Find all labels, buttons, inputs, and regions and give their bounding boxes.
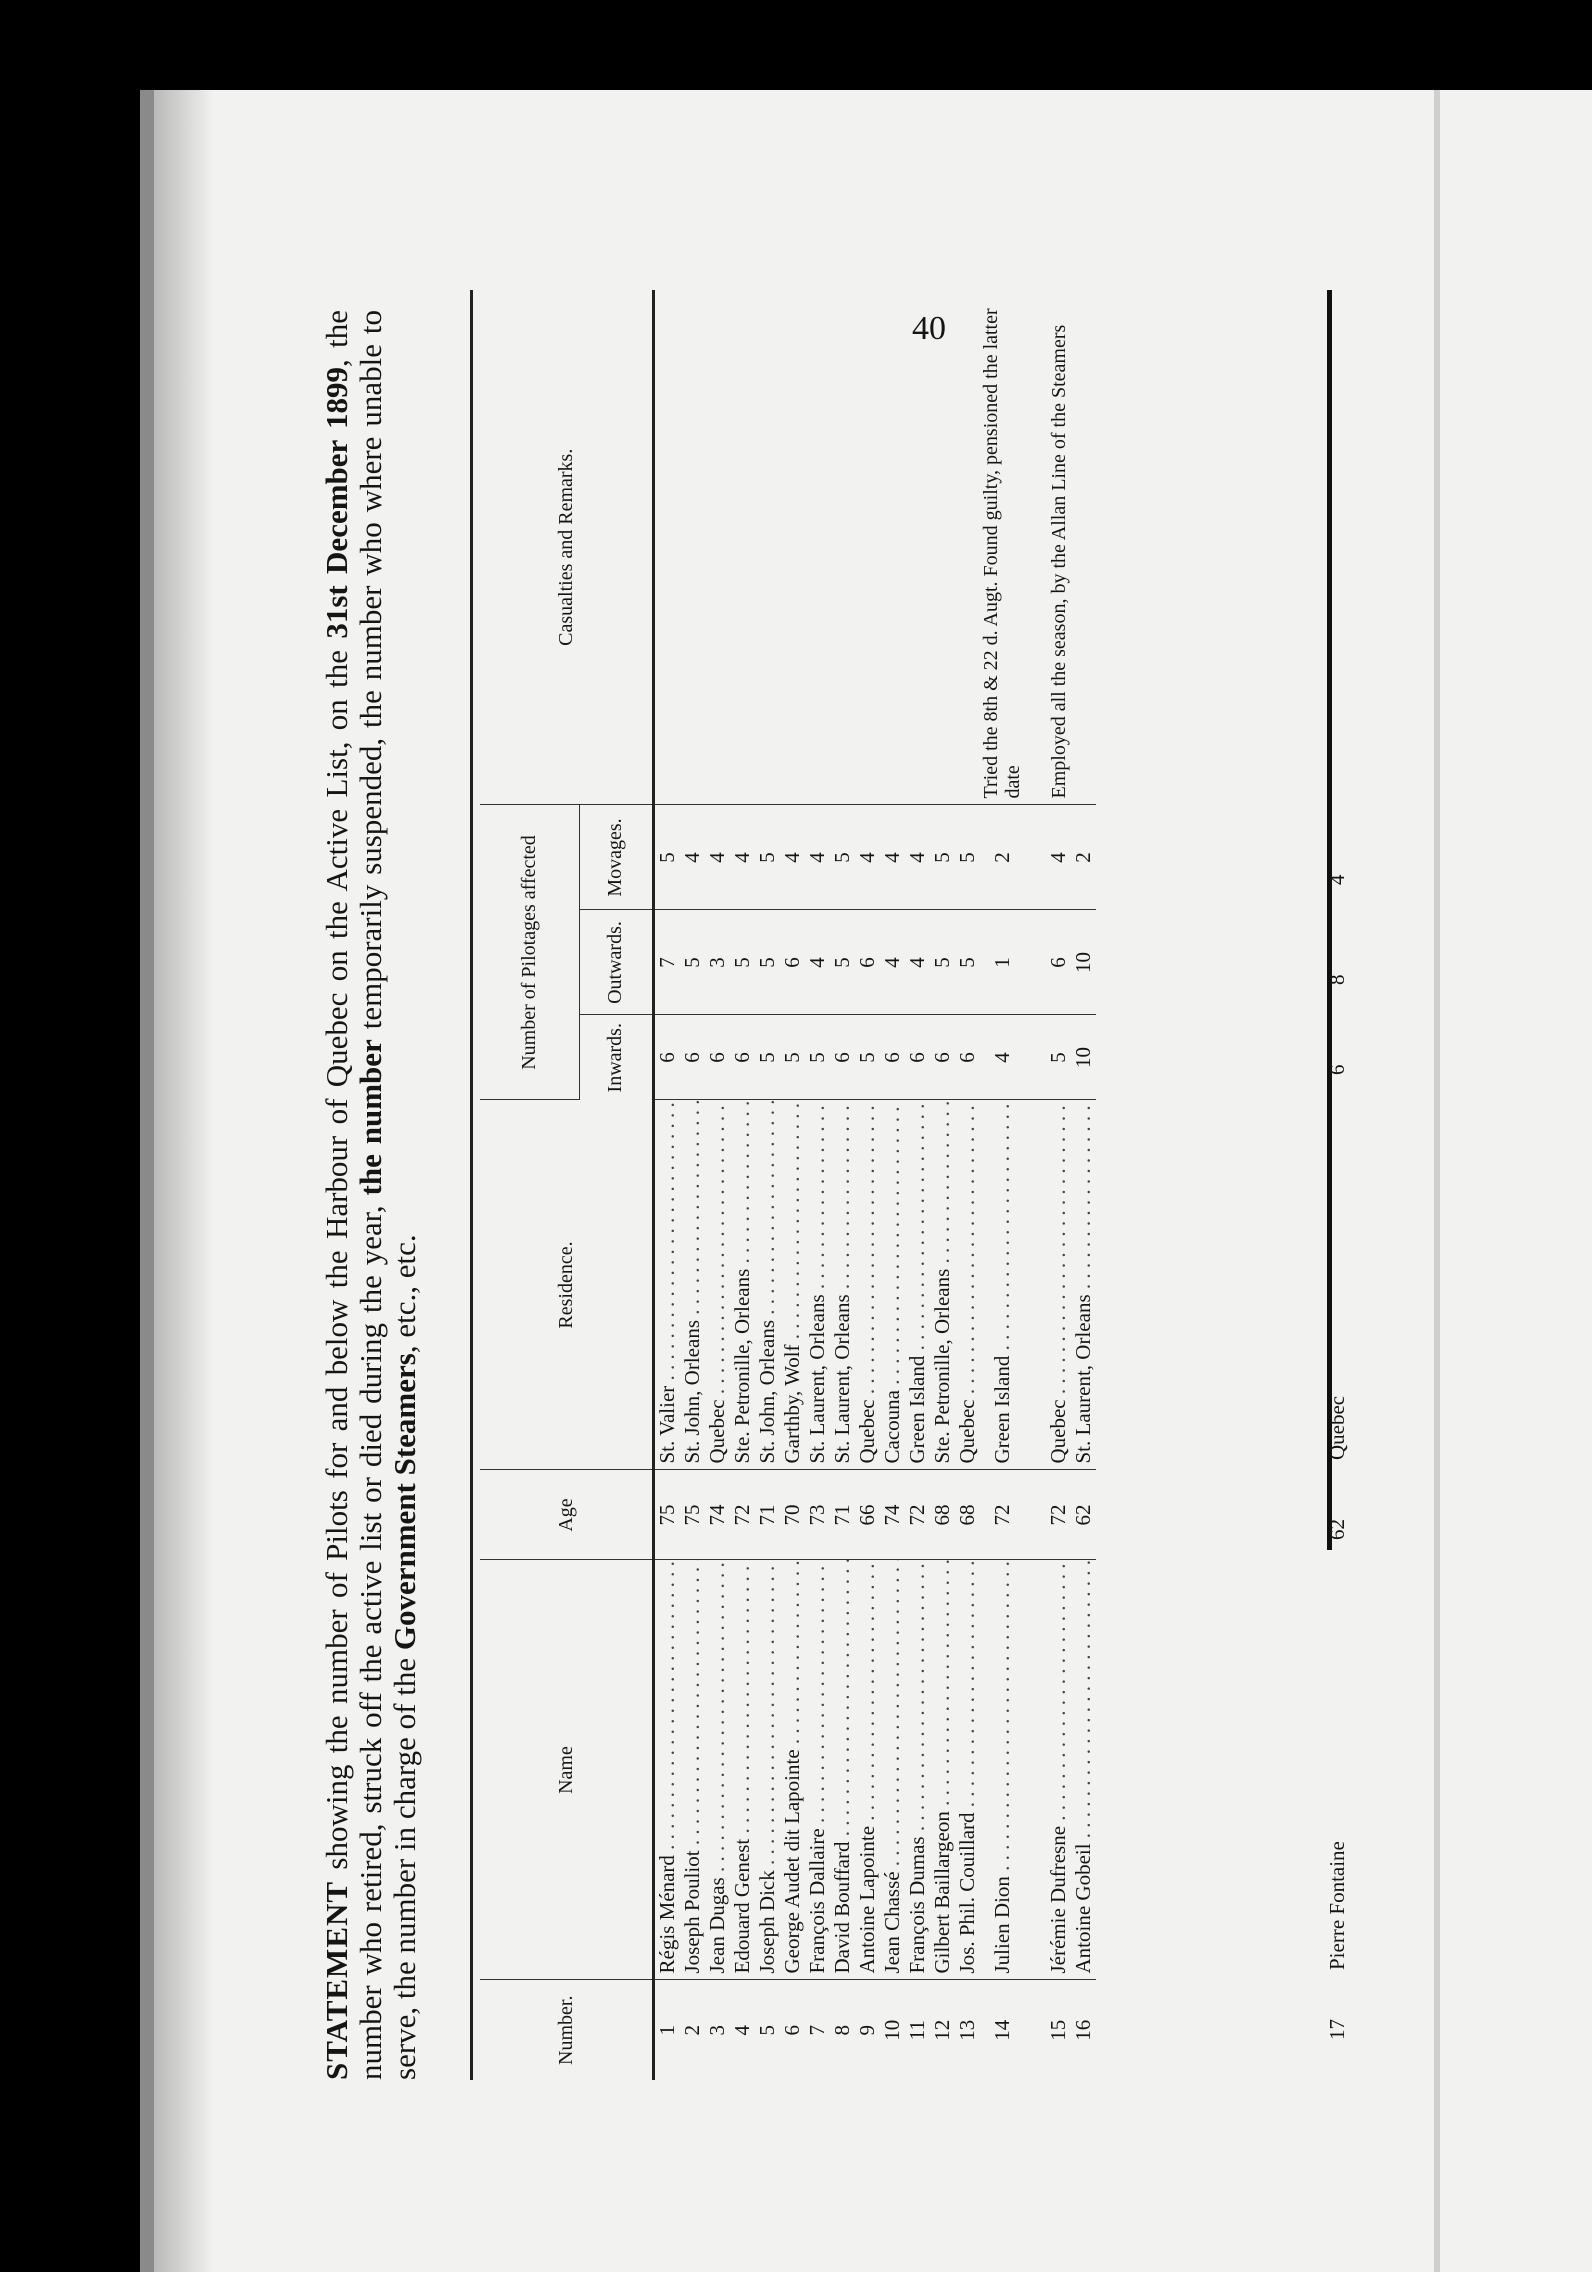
next-row-number: 17 bbox=[1325, 2019, 1349, 2040]
spacer-cell bbox=[1024, 805, 1046, 910]
cell-inwards: 5 bbox=[805, 1015, 830, 1100]
cell-movages: 4 bbox=[1046, 805, 1071, 910]
cell-inwards: 6 bbox=[905, 1015, 930, 1100]
page-gutter-shadow bbox=[154, 90, 214, 2272]
next-row-age: 62 bbox=[1325, 1519, 1349, 1540]
cell-inwards: 5 bbox=[855, 1015, 880, 1100]
cell-outwards: 5 bbox=[755, 910, 780, 1015]
pilots-table bbox=[480, 290, 1096, 2080]
cell-inwards: 4 bbox=[980, 1015, 1024, 1100]
spacer-cell bbox=[1024, 290, 1046, 805]
cell-age: 71 bbox=[755, 1470, 780, 1560]
cell-outwards: 6 bbox=[855, 910, 880, 1015]
heading-text-2: , the number who retired, struck off the active list or died during the year, bbox=[319, 309, 388, 2080]
cell-residence: Ste. Petronille, Orleans . . . bbox=[930, 1100, 955, 1470]
cell-inwards: 5 bbox=[755, 1015, 780, 1100]
cell-age: 72 bbox=[905, 1470, 930, 1560]
cell-residence: St. Valier . . . bbox=[654, 1100, 681, 1470]
table-row bbox=[780, 290, 805, 2080]
cell-number: 1 bbox=[655, 2025, 679, 2036]
cell-age: 72 bbox=[980, 1470, 1024, 1560]
cell-number: 5 bbox=[755, 2025, 779, 2036]
heading-text-4: , etc., etc. bbox=[387, 1234, 422, 1354]
cell-movages: 4 bbox=[905, 805, 930, 910]
cell-movages: 4 bbox=[705, 805, 730, 910]
cell-movages: 4 bbox=[855, 805, 880, 910]
cell-name: David Bouffard . . . bbox=[830, 1560, 855, 1980]
header-movages: Movages. bbox=[579, 805, 653, 910]
heading-rule bbox=[470, 290, 473, 2080]
cell-movages: 4 bbox=[880, 805, 905, 910]
cell-number: 2 bbox=[680, 2025, 704, 2036]
cell-movages: 5 bbox=[830, 805, 855, 910]
cell-age: 74 bbox=[705, 1470, 730, 1560]
table-row bbox=[830, 290, 855, 2080]
cell-inwards: 5 bbox=[1046, 1015, 1071, 1100]
heading-date: 31st December 1899 bbox=[319, 366, 354, 639]
cell-age: 75 bbox=[680, 1470, 705, 1560]
cell-residence: Garthby, Wolf . . . bbox=[780, 1100, 805, 1470]
cell-movages: 5 bbox=[930, 805, 955, 910]
cell-remarks bbox=[780, 290, 805, 805]
cell-outwards: 3 bbox=[705, 910, 730, 1015]
remarks-heavy-rule bbox=[1327, 290, 1332, 1550]
cell-number: 3 bbox=[705, 2025, 729, 2036]
cell-inwards: 6 bbox=[680, 1015, 705, 1100]
cell-age: 62 bbox=[1071, 1470, 1096, 1560]
cell-age: 75 bbox=[654, 1470, 681, 1560]
cell-movages: 4 bbox=[730, 805, 755, 910]
next-row-residence: Quebec bbox=[1325, 1395, 1349, 1460]
cell-inwards: 6 bbox=[955, 1015, 980, 1100]
page-number: 40 bbox=[912, 310, 946, 347]
cell-outwards: 5 bbox=[680, 910, 705, 1015]
table-row bbox=[805, 290, 830, 2080]
cell-remarks bbox=[654, 290, 681, 805]
cell-age: 72 bbox=[1046, 1470, 1071, 1560]
cell-remarks bbox=[930, 290, 955, 805]
cell-residence: St. Laurent, Orleans . . . bbox=[830, 1100, 855, 1470]
cell-name: François Dallaire . . . bbox=[805, 1560, 830, 1980]
cell-movages: 5 bbox=[654, 805, 681, 910]
cell-outwards: 5 bbox=[930, 910, 955, 1015]
cell-residence: Cacouna . . . bbox=[880, 1100, 905, 1470]
cell-name: Joseph Pouliot . . . bbox=[680, 1560, 705, 1980]
cell-residence: Ste. Petronille, Orleans . . . bbox=[730, 1100, 755, 1470]
header-remarks: Casualties and Remarks. bbox=[480, 290, 654, 805]
cell-residence: Green Island . . . bbox=[980, 1100, 1024, 1470]
cell-name: Jean Dugas . . . bbox=[705, 1560, 730, 1980]
cell-outwards: 5 bbox=[955, 910, 980, 1015]
cell-inwards: 6 bbox=[730, 1015, 755, 1100]
cell-remarks bbox=[680, 290, 705, 805]
cell-residence: Quebec . . . bbox=[705, 1100, 730, 1470]
cell-outwards: 6 bbox=[1046, 910, 1071, 1015]
header-number: Number. bbox=[480, 1980, 654, 2080]
cell-residence: St. John, Orleans . . . bbox=[755, 1100, 780, 1470]
statement-heading bbox=[320, 310, 422, 2080]
cell-number: 12 bbox=[930, 2019, 954, 2041]
cell-number: 4 bbox=[730, 2025, 754, 2036]
cell-movages: 5 bbox=[755, 805, 780, 910]
cell-number: 10 bbox=[880, 2019, 904, 2041]
spacer-cell bbox=[1024, 1470, 1046, 1560]
spacer-cell bbox=[1024, 1015, 1046, 1100]
cell-age: 70 bbox=[780, 1470, 805, 1560]
cell-age: 66 bbox=[855, 1470, 880, 1560]
cell-outwards: 6 bbox=[780, 910, 805, 1015]
table-row bbox=[955, 290, 980, 2080]
cell-outwards: 5 bbox=[830, 910, 855, 1015]
cell-outwards: 4 bbox=[880, 910, 905, 1015]
cell-name: George Audet dit Lapointe . . . bbox=[780, 1560, 805, 1980]
cell-name: Antoine Lapointe . . . bbox=[855, 1560, 880, 1980]
cell-number: 7 bbox=[805, 2025, 829, 2036]
cell-movages: 2 bbox=[1071, 805, 1096, 910]
spacer-cell bbox=[1024, 1980, 1046, 2080]
cell-number: 16 bbox=[1071, 2019, 1095, 2041]
cell-age: 72 bbox=[730, 1470, 755, 1560]
cell-remarks bbox=[805, 290, 830, 805]
cell-remarks bbox=[730, 290, 755, 805]
cell-name: François Dumas . . . bbox=[905, 1560, 930, 1980]
cell-outwards: 4 bbox=[805, 910, 830, 1015]
next-row-inwards: 6 bbox=[1325, 1064, 1349, 1075]
table-row bbox=[905, 290, 930, 2080]
cell-number: 6 bbox=[780, 2025, 804, 2036]
cell-remarks bbox=[905, 290, 930, 805]
cell-inwards: 6 bbox=[880, 1015, 905, 1100]
cell-name: Julien Dion . . . bbox=[980, 1560, 1024, 1980]
table-row bbox=[680, 290, 705, 2080]
cell-number: 13 bbox=[955, 2019, 979, 2041]
header-residence: Residence. bbox=[480, 1100, 654, 1470]
cell-inwards: 10 bbox=[1071, 1015, 1096, 1100]
cell-outwards: 1 bbox=[980, 910, 1024, 1015]
table-row bbox=[654, 290, 681, 2080]
cell-residence: Quebec . . . bbox=[955, 1100, 980, 1470]
spacer-cell bbox=[1024, 1100, 1046, 1470]
cell-number: 15 bbox=[1046, 2019, 1070, 2041]
header-inwards: Inwards. bbox=[579, 1015, 653, 1100]
cell-movages: 4 bbox=[805, 805, 830, 910]
cell-outwards: 7 bbox=[654, 910, 681, 1015]
cell-age: 73 bbox=[805, 1470, 830, 1560]
cell-name: Antoine Gobeil . . . bbox=[1071, 1560, 1096, 1980]
cell-movages: 5 bbox=[955, 805, 980, 910]
cell-number: 9 bbox=[855, 2025, 879, 2036]
cell-number: 11 bbox=[905, 2020, 929, 2041]
cell-residence: Quebec . . . bbox=[1046, 1100, 1071, 1470]
cell-age: 74 bbox=[880, 1470, 905, 1560]
cell-outwards: 4 bbox=[905, 910, 930, 1015]
cell-age: 68 bbox=[955, 1470, 980, 1560]
table-row bbox=[755, 290, 780, 2080]
cell-name: Jean Chassé . . . bbox=[880, 1560, 905, 1980]
cell-remarks bbox=[880, 290, 905, 805]
cell-movages: 4 bbox=[680, 805, 705, 910]
cell-inwards: 6 bbox=[705, 1015, 730, 1100]
cell-outwards: 5 bbox=[730, 910, 755, 1015]
heading-lead: STATEMENT bbox=[319, 1880, 354, 2080]
table-row bbox=[1071, 290, 1096, 2080]
cell-residence: St. John, Orleans . . . bbox=[680, 1100, 705, 1470]
table-body bbox=[654, 290, 1097, 2080]
spacer-cell bbox=[1024, 1560, 1046, 1980]
next-row-outwards: 8 bbox=[1325, 974, 1349, 985]
heading-text-3: temporarily suspended, the number who where unable to serve, the number in charge of the bbox=[353, 310, 422, 2080]
cell-name: Jos. Phil. Couillard . . . bbox=[955, 1560, 980, 1980]
header-age: Age bbox=[480, 1470, 654, 1560]
cell-residence: Green Island . . . bbox=[905, 1100, 930, 1470]
table-row bbox=[730, 290, 755, 2080]
cell-movages: 4 bbox=[780, 805, 805, 910]
header-pilotages-group: Number of Pilotages affected bbox=[480, 805, 579, 1100]
cell-name: Régis Ménard . . . bbox=[654, 1560, 681, 1980]
cell-remarks bbox=[830, 290, 855, 805]
cell-remarks bbox=[1071, 290, 1096, 805]
table-row bbox=[930, 290, 955, 2080]
cell-remarks bbox=[705, 290, 730, 805]
cell-inwards: 5 bbox=[780, 1015, 805, 1100]
cell-name: Gilbert Baillargeon . . . bbox=[930, 1560, 955, 1980]
heading-bold-2: the number bbox=[353, 1039, 388, 1196]
cell-inwards: 6 bbox=[654, 1015, 681, 1100]
spacer-cell bbox=[1024, 910, 1046, 1015]
rotated-statement bbox=[320, 285, 1360, 2110]
cell-inwards: 6 bbox=[930, 1015, 955, 1100]
table-row bbox=[855, 290, 880, 2080]
cell-residence: St. Laurent, Orleans . . . bbox=[1071, 1100, 1096, 1470]
page-fold-line bbox=[1434, 90, 1440, 2272]
cell-remarks bbox=[755, 290, 780, 805]
cell-residence: Quebec . . . bbox=[855, 1100, 880, 1470]
cell-number: 8 bbox=[830, 2025, 854, 2036]
header-outwards: Outwards. bbox=[579, 910, 653, 1015]
cell-age: 71 bbox=[830, 1470, 855, 1560]
heading-text-1: showing the number of Pilots for and below the Harbour of Quebec on the Active List, on the bbox=[319, 638, 354, 1881]
cell-remarks: Tried the 8th & 22 d. Augt. Found guilty, pensioned the latter date bbox=[980, 290, 1024, 805]
table-row bbox=[880, 290, 905, 2080]
cell-remarks bbox=[955, 290, 980, 805]
table-row bbox=[705, 290, 730, 2080]
table-row bbox=[980, 290, 1024, 2080]
cell-number: 14 bbox=[989, 2019, 1014, 2041]
heading-bold-3: Government Steamers bbox=[387, 1353, 422, 1651]
cell-name: Edouard Genest . . . bbox=[730, 1560, 755, 1980]
next-row-name: Pierre Fontaine bbox=[1325, 1841, 1349, 1970]
cell-inwards: 6 bbox=[830, 1015, 855, 1100]
table-row bbox=[1046, 290, 1071, 2080]
cell-outwards: 10 bbox=[1071, 910, 1096, 1015]
header-name: Name bbox=[480, 1560, 654, 1980]
next-row-movages: 4 bbox=[1325, 874, 1349, 885]
row-spacer bbox=[1024, 290, 1046, 2080]
cell-age: 68 bbox=[930, 1470, 955, 1560]
cell-movages: 2 bbox=[980, 805, 1024, 910]
cell-name: Jérémie Dufresne . . . bbox=[1046, 1560, 1071, 1980]
cell-name: Joseph Dick . . . bbox=[755, 1560, 780, 1980]
cell-residence: St. Laurent, Orleans . . . bbox=[805, 1100, 830, 1470]
cell-remarks bbox=[855, 290, 880, 805]
cell-remarks: Employed all the season, by the Allan Line of the Steamers bbox=[1046, 290, 1071, 805]
